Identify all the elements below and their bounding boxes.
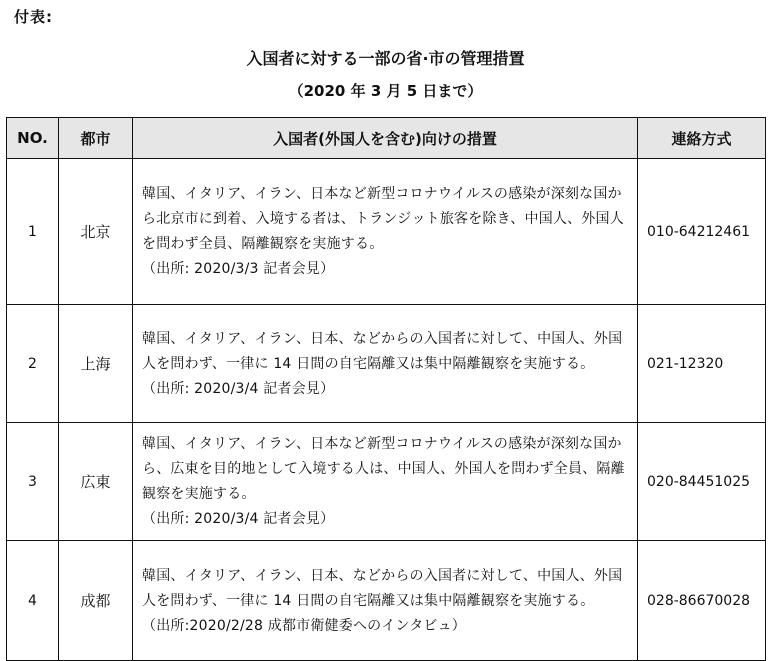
header-city: 都市 bbox=[59, 118, 133, 159]
row-no: 2 bbox=[7, 305, 59, 423]
measure-source: （出所: 2020/3/4 記者会見） bbox=[142, 380, 335, 397]
header-no: NO. bbox=[7, 118, 59, 159]
row-city: 上海 bbox=[59, 305, 133, 423]
header-measure: 入国者(外国人を含む)向けの措置 bbox=[133, 118, 638, 159]
appendix-label: 付表: bbox=[14, 8, 53, 26]
row-contact: 021-12320 bbox=[638, 305, 766, 423]
measure-text: 韓国、イタリア、イラン、日本、などからの入国者に対して、中国人、外国人を問わず、一律に 14 日間の自宅隔離又は集中隔離観察を実施する。 bbox=[142, 567, 623, 609]
measure-source: （出所: 2020/3/3 記者会見） bbox=[142, 261, 335, 277]
table-row bbox=[7, 159, 766, 305]
document-subtitle: （2020 年 3 月 5 日まで） bbox=[288, 82, 483, 100]
table-header-row bbox=[7, 118, 766, 159]
row-measure bbox=[133, 305, 638, 423]
document-title: 入国者に対する一部の省·市の管理措置 bbox=[246, 49, 525, 68]
row-measure bbox=[133, 159, 638, 305]
row-no: 4 bbox=[7, 541, 59, 661]
row-measure bbox=[133, 423, 638, 541]
row-contact: 028-86670028 bbox=[638, 541, 766, 661]
row-city: 北京 bbox=[59, 159, 133, 305]
measure-source: （出所: 2020/3/4 記者会見） bbox=[142, 511, 335, 527]
row-measure bbox=[133, 541, 638, 661]
measure-source: （出所:2020/2/28 成都市衛健委へのインタビュ） bbox=[142, 617, 466, 634]
measure-text: 韓国、イタリア、イラン、日本など新型コロナウイルスの感染が深刻な国から、広東を目的地として入境する人は、中国人、外国人を問わず全員、隔離観察を実施する。 bbox=[142, 436, 625, 502]
table-row bbox=[7, 541, 766, 661]
row-no: 1 bbox=[7, 159, 59, 305]
measure-text: 韓国、イタリア、イラン、日本、などからの入国者に対して、中国人、外国人を問わず、一律に 14 日間の自宅隔離又は集中隔離観察を実施する。 bbox=[142, 330, 623, 372]
measure-text: 韓国、イタリア、イラン、日本など新型コロナウイルスの感染が深刻な国から北京市に到着、入境する者は、トランジット旅客を除き、中国人、外国人を問わず全員、隔離観察を実施する。 bbox=[142, 186, 624, 252]
row-city: 成都 bbox=[59, 541, 133, 661]
row-no: 3 bbox=[7, 423, 59, 541]
row-contact: 020-84451025 bbox=[638, 423, 766, 541]
measures-table bbox=[6, 117, 766, 661]
row-city: 広東 bbox=[59, 423, 133, 541]
header-contact: 連絡方式 bbox=[638, 118, 766, 159]
table-row bbox=[7, 305, 766, 423]
table-row bbox=[7, 423, 766, 541]
row-contact: 010-64212461 bbox=[638, 159, 766, 305]
